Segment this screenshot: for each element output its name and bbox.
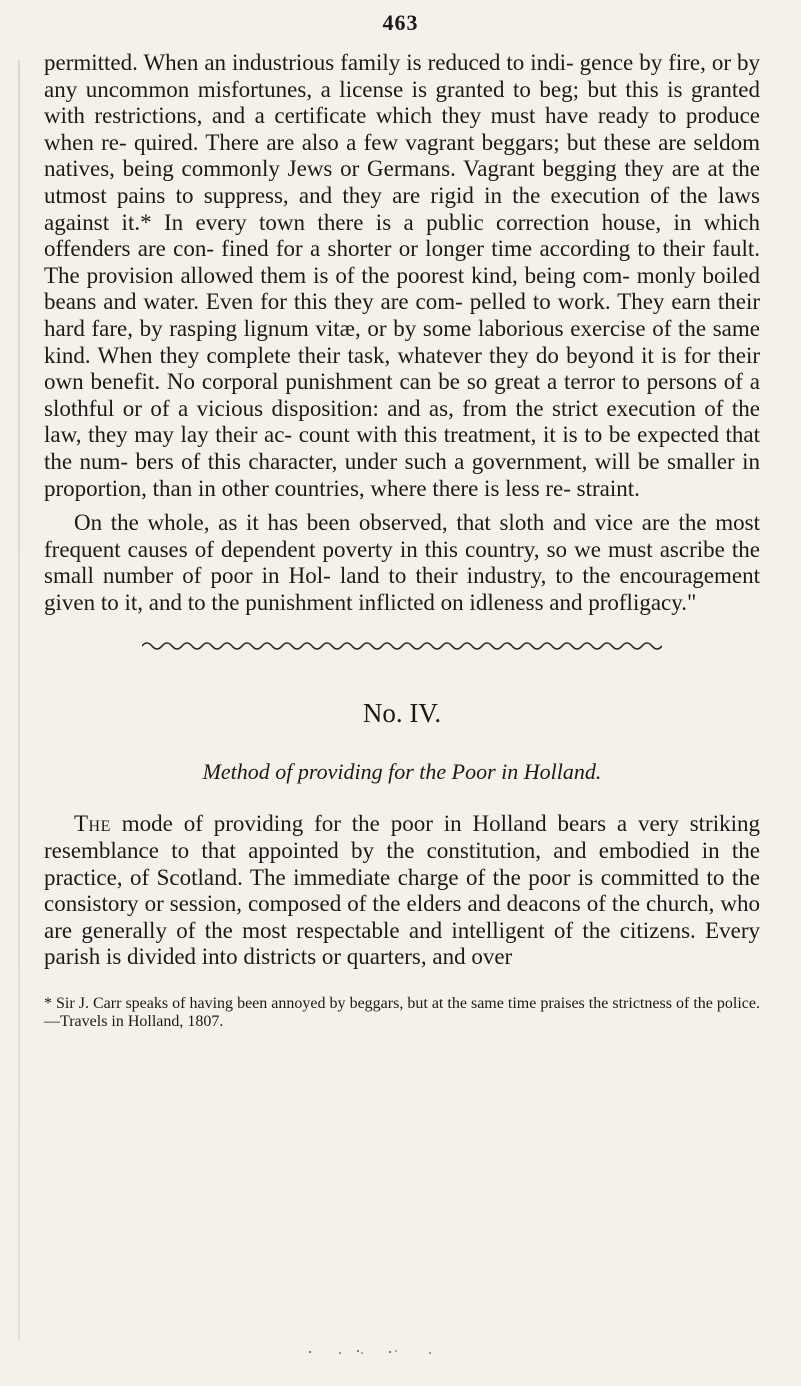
body-paragraph-1: permitted. When an industrious family is reduced to indi- gence by fire, or by any uncommon misfortunes, a license is granted to beg; but this is granted with restrictions, and a certificate which they must have ready to produce when re- quired. There are also a few vagrant beggars; but these are seldom natives, being commonly Jews or Germans. Vagrant begging they are at the utmost pains to suppress, and they are rigid in the execution of the laws against it.* In every town there is a public correction house, in which offenders are con- fined for a shorter or longer time according to their fault. The provision allowed them is of the poorest kind, being com- monly boiled beans and water. Even for this they are com- pelled to work. They earn their hard fare, by rasping lignum vitæ, or by some laborious exercise of the same kind. When they complete their task, whatever they do beyond it is for their own benefit. No corporal punishment can be so great a terror to persons of a slothful or of a vicious disposition: and as, from the strict execution of the law, they may lay their ac- count with this treatment, it is to be expected that the num- bers of this character, under such a government, will be smaller in proportion, than in other countries, where there is less re- straint.: [44, 50, 760, 501]
section-paragraph: [44, 811, 760, 971]
section-paragraph-text: mode of providing for the poor in Holland bears a very striking resemblance to that appointed by the constitution, and embodied in the practice, of Scotland. The immediate charge of the poor is committed to the consistory or session, composed of the elders and deacons of the church, who are generally of the most respectable and intelligent of the citizens. Every parish is divided into districts or quarters, and over: [44, 811, 760, 970]
page-number: 463: [382, 10, 419, 35]
body-paragraph-2: On the whole, as it has been observed, that sloth and vice are the most frequent causes of dependent poverty in this country, so we must ascribe the small number of poor in Hol- land to their industry, to the encouragement given to it, and to the punishment inflicted on idleness and profligacy.": [44, 510, 760, 615]
ornamental-rule: [142, 640, 662, 652]
page-content: [44, 50, 760, 1047]
section-number: No. IV.: [362, 698, 442, 729]
section-paragraph-lead: The: [74, 811, 111, 837]
print-specks: [300, 1348, 460, 1356]
page-binding-shadow: [18, 60, 20, 1340]
footnote: * Sir J. Carr speaks of having been annoyed by beggars, but at the same time praises the strictness of the police.—Travels in Holland, 1807.: [44, 995, 760, 1031]
section-title: Method of providing for the Poor in Holland.: [202, 759, 602, 785]
